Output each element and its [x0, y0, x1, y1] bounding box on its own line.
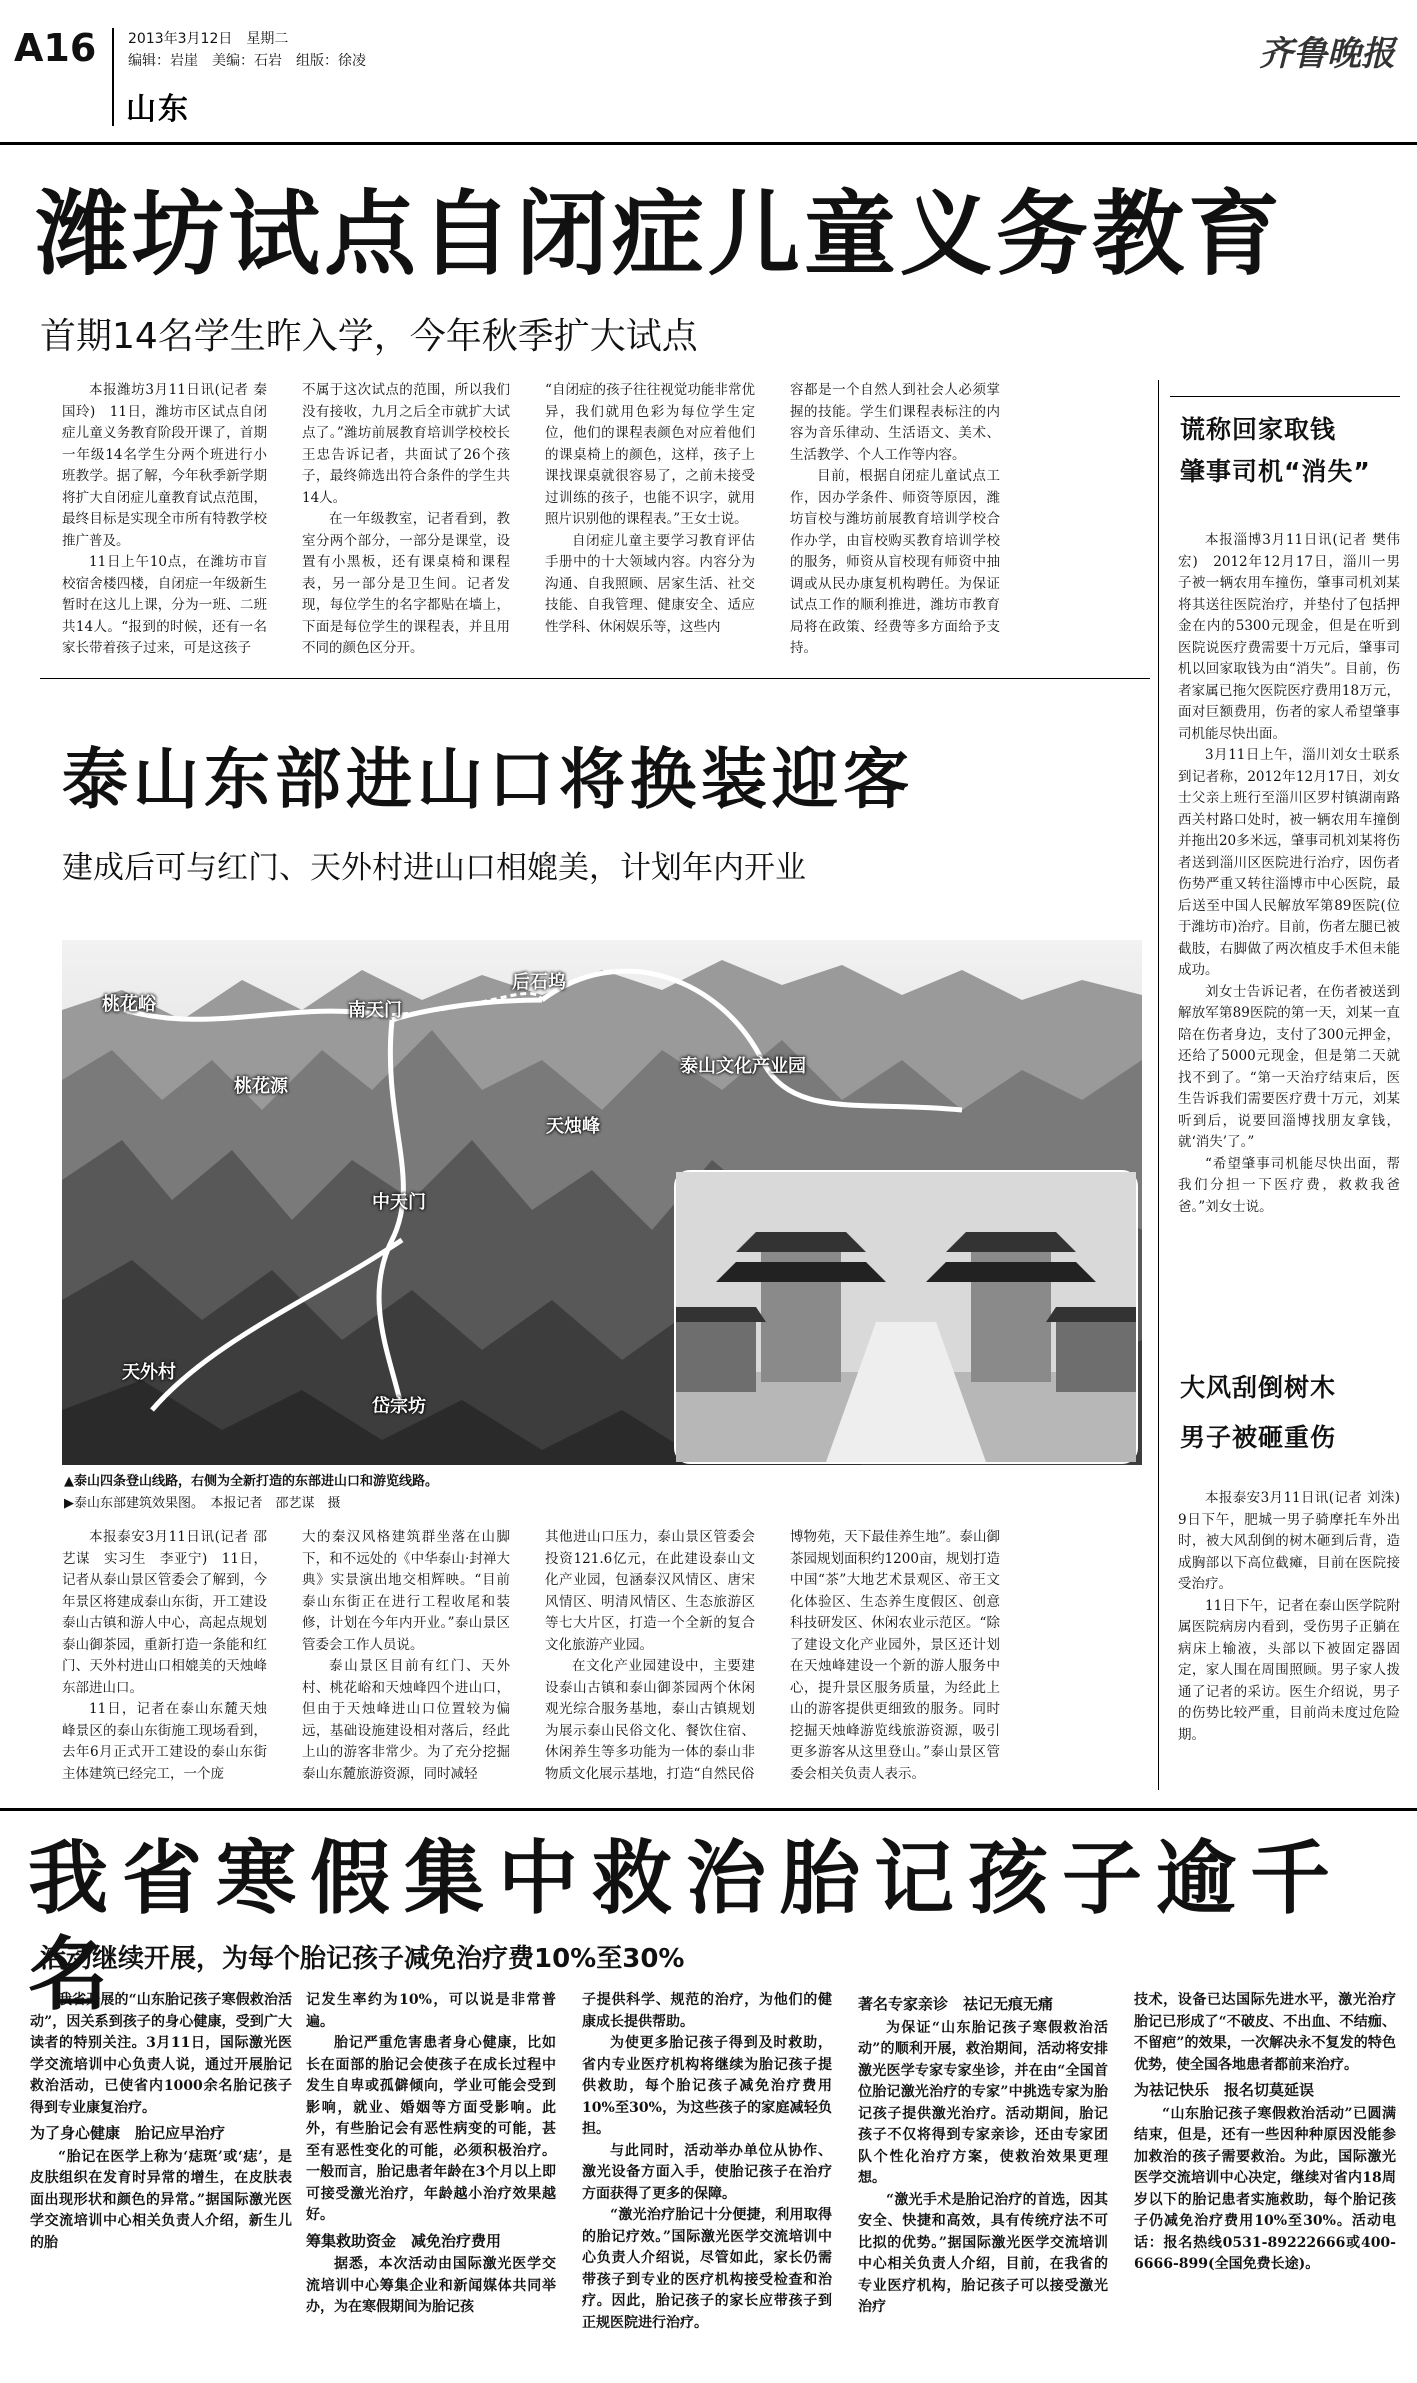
sidebar-top-rule	[1170, 396, 1400, 397]
article2-column-2	[302, 1527, 510, 1787]
paragraph: 在一年级教室，记者看到，教室分两个部分，一部分是课堂，设置有小黑板，还有课桌椅和课程表，另一部分是卫生间。记者发现，每位学生的名字都贴在墙上，下面是每位学生的课程表，并且用不同的颜色区分开。	[302, 511, 510, 656]
paragraph: 本报潍坊3月11日讯(记者 秦国玲) 11日，潍坊市区试点自闭症儿童义务教育阶段开课了，首期一年级14名学生分两个班进行小班教学。据了解，今年秋季新学期将扩大自闭症儿童教育试点范围，最终目标是实现全市所有特教学校推广普及。	[62, 382, 267, 549]
newspaper-logo: 齐鲁晚报	[1259, 34, 1395, 74]
article2-subtitle: 建成后可与红门、天外村进山口相媲美，计划年内开业	[62, 850, 806, 886]
photo-caption-1: ▲泰山四条登山线路，右侧为全新打造的东部进山口和游览线路。	[64, 1474, 438, 1489]
article3-title: 我省寒假集中救治胎记孩子逾千名	[28, 1831, 1344, 2021]
article3-column-5	[1134, 1990, 1396, 2375]
article1-bottom-rule	[40, 678, 1150, 679]
subheading: 为祛记快乐 报名切莫延误	[1134, 2081, 1315, 2099]
map-label-tianzhufeng: 天烛峰	[546, 1116, 600, 1137]
paragraph: 11日下午，记者在泰山医学院附属医院病房内看到，受伤男子正躺在病床上输液，头部以下被固定器固定，家人围在周围照顾。男子家人拨通了记者的采访。医生介绍说，男子的伤势比较严重，目前尚未度过危险期。	[1178, 1597, 1400, 1743]
paragraph: 刘女士告诉记者，在伤者被送到解放军第89医院的第一天，刘某一直陪在伤者身边，支付了300元押金，还给了5000元现金，但是第二天就找不到了。“第一天治疗结束后，医生告诉我们需要医疗费十万元，刘某听到后，说要回淄博找朋友拿钱，就‘消失’了。”	[1178, 983, 1400, 1150]
article3-column-3	[582, 1990, 832, 2375]
paragraph: 子提供科学、规范的治疗，为他们的健康成长提供帮助。	[582, 1992, 832, 2030]
paragraph: 其他进山口压力，泰山景区管委会投资121.6亿元，在此建设泰山文化产业园，包涵泰汉风情区、唐宋风情区、明清风情区、生态旅游区等七大片区，打造一个全新的复合文化旅游产业园。	[545, 1529, 755, 1653]
header-divider-vertical	[112, 28, 114, 126]
article1-column-3	[545, 380, 755, 660]
article1-column-1	[62, 380, 267, 660]
sidebar-title1-line1: 谎称回家取钱	[1180, 415, 1337, 444]
article3-subtitle: 活动继续开展，为每个胎记孩子减免治疗费10%至30%	[40, 1944, 685, 1974]
page-editors: 编辑：岩崖 美编：石岩 组版：徐凌	[128, 53, 366, 69]
paragraph: “自闭症的孩子往往视觉功能非常优异，我们就用色彩为每位学生定位，他们的课程表颜色对应着他们的课桌椅上的颜色，这样，孩子上课找课桌就很容易了，之前未接受过训练的孩子，也能不识字，就用照片识别他的课程表。”王女士说。	[545, 382, 755, 527]
article2-column-4	[790, 1527, 1000, 1787]
article2-title: 泰山东部进山口将换装迎客	[62, 741, 914, 818]
sidebar-title2-line2: 男子被砸重伤	[1180, 1423, 1337, 1452]
sidebar-article1-body	[1178, 530, 1400, 1320]
gate-building-illustration	[676, 1172, 1136, 1462]
taishan-route-map	[62, 940, 1142, 1465]
subheading: 著名专家亲诊 祛记无痕无痛	[858, 1995, 1054, 2013]
sidebar-title1-line2: 肇事司机“消失”	[1180, 457, 1371, 486]
paragraph: “山东胎记孩子寒假救治活动”已圆满结束，但是，还有一些因种种原因没能参加救治的孩子需要救治。为此，国际激光医学交流培训中心决定，继续对省内18周岁以下的胎记患者实施救助，每个胎记孩子仍减免治疗费用10%至30%。活动电话：报名热线0531-89222666或400-6666-899(全国免费长途)。	[1134, 2105, 1396, 2272]
article1-subtitle: 首期14名学生昨入学，今年秋季扩大试点	[40, 316, 698, 357]
paragraph: 我省开展的“山东胎记孩子寒假救治活动”，因关系到孩子的身心健康，受到广大读者的特别关注。3月11日，国际激光医学交流培训中心负责人说，通过开展胎记救治活动，已使省内1000余名胎记孩子得到专业康复治疗。	[30, 1992, 292, 2116]
map-label-daizongfang: 岱宗坊	[372, 1396, 426, 1417]
map-label-houshiwu: 后石坞	[512, 972, 566, 993]
paragraph: “激光治疗胎记十分便捷，利用取得的胎记疗效。”国际激光医学交流培训中心负责人介绍说，尽管如此，家长仍需带孩子到专业的医疗机构接受检查和治疗。因此，胎记孩子的家长应带孩子到正规医院进行治疗。	[582, 2207, 832, 2331]
paragraph: 11日上午10点，在潍坊市盲校宿舍楼四楼，自闭症一年级新生暂时在这儿上课，分为一班、二班共14人。“报到的时候，还有一名家长带着孩子过来，可是这孩子	[62, 554, 267, 656]
paragraph: 目前，根据自闭症儿童试点工作，因办学条件、师资等原因，潍坊盲校与潍坊前展教育培训学校合作办学，由盲校购买教育培训学校的服务，师资从盲校现有师资中抽调或从民办康复机构聘任。为保证试点工作的顺利推进，潍坊市教育局将在政策、经费等多方面给予支持。	[790, 468, 1000, 656]
article3-column-1	[30, 1990, 292, 2375]
article3-column-2	[306, 1990, 556, 2375]
article3-top-rule	[0, 1808, 1417, 1811]
paragraph: 技术，设备已达国际先进水平，激光治疗胎记已形成了“不破皮、不出血、不结痂、不留疤”的效果，一次解决永不复发的特色优势，使全国各地患者都前来治疗。	[1134, 1992, 1396, 2073]
paragraph: 为使更多胎记孩子得到及时救助，省内专业医疗机构将继续为胎记孩子提供救助，每个胎记孩子减免治疗费用10%至30%，为这些孩子的家庭减轻负担。	[582, 2035, 832, 2137]
sidebar-divider	[1158, 380, 1159, 1790]
paragraph: 据悉，本次活动由国际激光医学交流培训中心筹集企业和新闻媒体共同举办，为在寒假期间为胎记孩	[306, 2256, 556, 2315]
paragraph: 自闭症儿童主要学习教育评估手册中的十大领域内容。内容分为沟通、自我照顾、居家生活、社交技能、自我管理、健康安全、适应性学科、休闲娱乐等，这些内	[545, 532, 755, 635]
paragraph: 不属于这次试点的范围，所以我们没有接收，九月之后全市就扩大试点了。”潍坊前展教育培训学校校长王忠告诉记者，共面试了26个孩子，最终筛选出符合条件的学生共14人。	[302, 382, 510, 506]
header-rule	[0, 142, 1417, 145]
section-name: 山东	[126, 92, 190, 127]
paragraph: 胎记严重危害患者身心健康，比如长在面部的胎记会使孩子在成长过程中发生自卑或孤僻倾向，学业可能会受到影响，就业、婚姻等方面受影响。此外，有些胎记会有恶性病变的可能，甚至有恶性变化的可能，必须积极治疗。一般而言，胎记患者年龄在3个月以上即可接受激光治疗，年龄越小治疗效果越好。	[306, 2035, 556, 2223]
map-label-taohuayu: 桃花峪	[102, 994, 156, 1015]
paragraph: 泰山景区目前有红门、天外村、桃花峪和天烛峰四个进山口，但由于天烛峰进山口位置较为偏远，基础设施建设相对落后，经此上山的游客非常少。为了充分挖掘泰山东麓旅游资源，同时减轻	[302, 1658, 510, 1782]
map-label-culture-park: 泰山文化产业园	[680, 1056, 806, 1077]
article2-column-1	[62, 1527, 267, 1787]
page-date: 2013年3月12日 星期二	[128, 31, 289, 47]
map-label-tianwaicun: 天外村	[122, 1362, 176, 1383]
subheading: 筹集救助资金 减免治疗费用	[306, 2231, 502, 2250]
map-label-taohuayuan: 桃花源	[234, 1076, 288, 1097]
paragraph: 记发生率约为10%，可以说是非常普遍。	[306, 1992, 556, 2030]
paragraph: “希望肇事司机能尽快出面，帮我们分担一下医疗费，救救我爸爸。”刘女士说。	[1178, 1155, 1400, 1215]
map-label-zhongtianmen: 中天门	[372, 1192, 426, 1213]
article3-column-4	[858, 1990, 1108, 2375]
paragraph: 与此同时，活动举办单位从协作、激光设备方面入手，使胎记孩子在治疗方面获得了更多的保障。	[582, 2142, 832, 2202]
paragraph: “激光手术是胎记治疗的首选，因其安全、快捷和高效，具有传统疗法不可比拟的优势。”据国际激光医学交流培训中心相关负责人介绍，目前，在我省的专业医疗机构，胎记孩子可以接受激光治疗	[858, 2191, 1108, 2315]
article1-title: 潍坊试点自闭症儿童义务教育	[36, 181, 1285, 288]
paragraph: 本报泰安3月11日讯(记者 邵艺谋 实习生 李亚宁) 11日，记者从泰山景区管委会了解到，今年景区将建成泰山东街，开工建设泰山古镇和游人中心，高起点规划泰山御茶园，重新打造一条能和红门、天外村进山口相媲美的天烛峰东部进山口。	[62, 1529, 267, 1696]
paragraph: 为保证“山东胎记孩子寒假救治活动”的顺利开展，救治期间，活动将安排激光医学专家专家坐诊，并在由“全国首位胎记激光治疗的专家”中挑选专家为胎记孩子提供激光治疗。活动期间，胎记孩子不仅将得到专家亲诊，还由专家团队个性化治疗方案，使救治效果更理想。	[858, 2019, 1108, 2186]
paragraph: 容都是一个自然人到社会人必须掌握的技能。学生们课程表标注的内容为音乐律动、生活语文、美术、生活教学、个人工作等内容。	[790, 382, 1000, 463]
photo-caption-2: ▶泰山东部建筑效果图。 本报记者 邵艺谋 摄	[64, 1496, 341, 1511]
east-gate-render-inset	[674, 1170, 1138, 1464]
article1-column-2	[302, 380, 510, 660]
subheading: 为了身心健康 胎记应早治疗	[30, 2124, 226, 2142]
page-number: A16	[14, 26, 97, 70]
paragraph: 博物苑，天下最佳养生地”。泰山御茶园规划面积约1200亩，规划打造中国“茶”大地艺术景观区、帝王文化体验区、生态养生度假区、创意科技研发区、休闲农业示范区。“除了建设文化产业园外，景区还计划在天烛峰建设一个新的游人服务中心，提升景区服务质量，为经此上山的游客提供更细致的服务。同时挖掘天烛峰游览线旅游资源，吸引更多游客从这里登山。”泰山景区管委会相关负责人表示。	[790, 1529, 1000, 1782]
sidebar-article2-body	[1178, 1488, 1414, 1788]
paragraph: 大的秦汉风格建筑群坐落在山脚下，和不远处的《中华泰山·封禅大典》实景演出地交相辉映。“目前泰山东街正在进行工程收尾和装修，计划在今年内开业。”泰山景区管委会工作人员说。	[302, 1529, 510, 1653]
article1-column-4	[790, 380, 1000, 660]
paragraph: “胎记在医学上称为‘痣斑’或‘痣’，是皮肤组织在发育时异常的增生，在皮肤表面出现形状和颜色的异常。”据国际激光医学交流培训中心相关负责人介绍，新生儿的胎	[30, 2148, 292, 2251]
article2-column-3	[545, 1527, 755, 1787]
paragraph: 本报泰安3月11日讯(记者 刘洙) 9日下午，肥城一男子骑摩托车外出时，被大风刮倒的树木砸到后背，造成胸部以下高位截瘫，目前在医院接受治疗。	[1178, 1490, 1414, 1592]
paragraph: 在文化产业园建设中，主要建设泰山古镇和泰山御茶园两个休闲观光综合服务基地，泰山古镇规划为展示泰山民俗文化、餐饮住宿、休闲养生等多功能为一体的泰山非物质文化展示基地，打造“自然民俗	[545, 1658, 755, 1782]
paragraph: 本报淄博3月11日讯(记者 樊伟宏) 2012年12月17日，淄川一男子被一辆农用车撞伤，肇事司机刘某将其送往医院治疗，并垫付了包括押金在内的5300元现金，但是在听到医院说医疗费需要十万元后，肇事司机以回家取钱为由“消失”。目前，伤者家属已拖欠医院医疗费用18万元，面对巨额费用，伤者的家人希望肇事司机能尽快出面。	[1178, 532, 1400, 742]
sidebar-title2-line1: 大风刮倒树木	[1180, 1373, 1337, 1402]
map-label-nantianmen: 南天门	[348, 1000, 402, 1021]
paragraph: 3月11日上午，淄川刘女士联系到记者称，2012年12月17日，刘女士父亲上班行至淄川区罗村镇湖南路西关村路口处时，被一辆农用车撞倒并拖出20多米远，肇事司机刘某将伤者送到淄川区医院进行治疗，因伤者伤势严重又转往淄博市中心医院，最后送至中国人民解放军第89医院(位于潍坊市)治疗。目前，伤者左腿已被截肢，右脚做了两次植皮手术但未能成功。	[1178, 747, 1400, 978]
paragraph: 11日，记者在泰山东麓天烛峰景区的泰山东街施工现场看到，去年6月正式开工建设的泰山东街主体建筑已经完工，一个庞	[62, 1701, 267, 1782]
